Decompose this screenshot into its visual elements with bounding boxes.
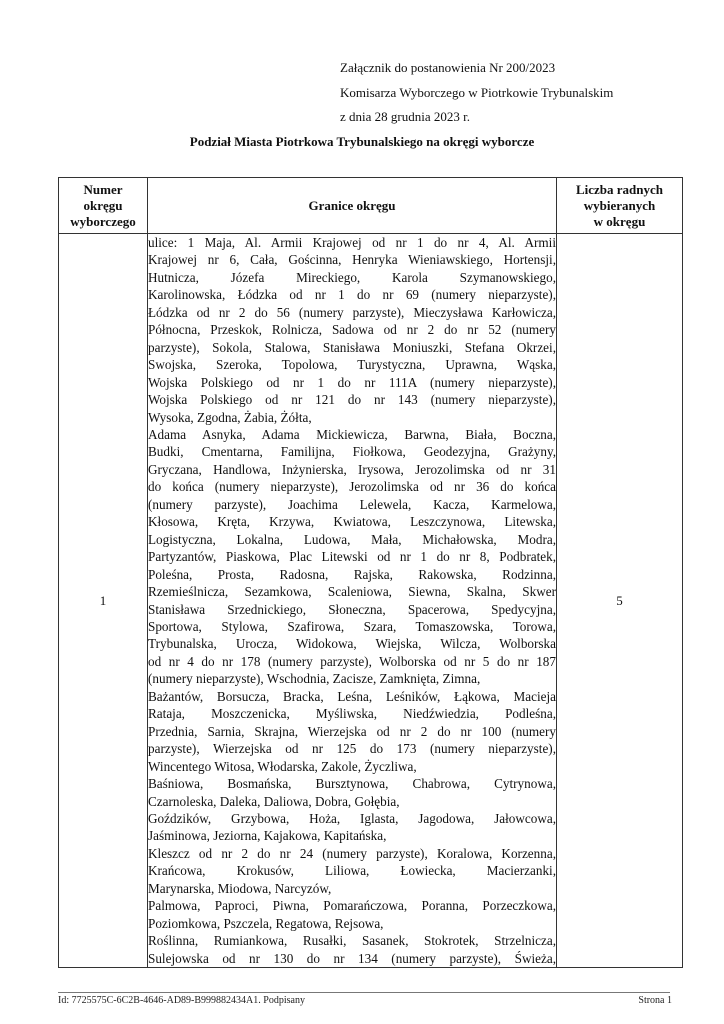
boundary-line: Północna, Przeskok, Rolnicza, Sadowa od nr 2 do nr 52 (numery (148, 322, 556, 338)
boundary-line: parzyste), Wierzejska od nr 125 do 173 (numery nieparzyste), (148, 741, 556, 757)
boundary-line: Trybunalska, Urocza, Widokowa, Wiejska, Wilcza, Wolborska (148, 636, 556, 652)
boundary-line: Wojska Polskiego od nr 121 do nr 143 (numery nieparzyste), (148, 392, 556, 408)
boundary-line: Roślinna, Rumiankowa, Rusałki, Sasanek, Stokrotek, Strzelnicza, (148, 933, 556, 949)
boundary-line: Krańcowa, Krokusów, Liliowa, Łowiecka, Macierzanki, (148, 863, 556, 879)
boundary-line: Rataja, Moszczenicka, Myśliwska, Niedźwiedzia, Podleśna, (148, 706, 556, 722)
boundary-line: (numery parzyste), Joachima Lelewela, Kacza, Karmelowa, (148, 496, 556, 512)
boundary-line: Łódzka od nr 2 do 56 (numery parzyste), Mieczysława Karłowicza, (148, 304, 556, 320)
districts-table (58, 177, 683, 968)
column-header-seats (557, 178, 683, 234)
boundary-line: Logistyczna, Lokalna, Ludowa, Mała, Michałowska, Modra, (148, 531, 556, 547)
boundary-line: Poziomkowa, Pszczela, Regatowa, Rejsowa, (148, 915, 384, 931)
header-text: okręgu (83, 197, 123, 213)
boundary-line: od nr 4 do nr 178 (numery parzyste), Wolborska od nr 5 do nr 187 (148, 653, 556, 669)
header-text: wybieranych (583, 197, 656, 213)
boundary-line: Swojska, Szeroka, Topolowa, Turystyczna, Uprawna, Wąska, (148, 357, 556, 373)
boundary-line: Krajowej nr 6, Cała, Gościnna, Henryka Wieniawskiego, Hortensji, (148, 252, 556, 268)
footer-document-id: Id: 7725575C-6C2B-4646-AD89-B999882434A1. Podpisany (58, 995, 305, 1006)
boundary-line: Partyzantów, Piaskowa, Plac Litewski od nr 1 do nr 8, Podbratek, (148, 549, 556, 565)
boundary-line: Budki, Cmentarna, Familijna, Fiołkowa, Geodezyjna, Grażyny, (148, 444, 556, 460)
district-boundaries (148, 234, 557, 968)
boundary-line: Hutnicza, Józefa Mireckiego, Karola Szymanowskiego, (148, 269, 556, 285)
boundary-line: Stanisława Srzednickiego, Słoneczna, Spacerowa, Spedycyjna, (148, 601, 556, 617)
boundary-line: Wysoka, Zgodna, Żabia, Żółta, (148, 409, 312, 425)
table-row (59, 234, 683, 968)
header-line-date: z dnia 28 grudnia 2023 r. (340, 109, 470, 124)
footer-page-number: Strona 1 (638, 995, 672, 1006)
table-header-row (59, 178, 683, 234)
header-text: Numer (83, 181, 123, 197)
document-title: Podział Miasta Piotrkowa Trybunalskiego na okręgi wyborcze (189, 134, 535, 149)
seat-count: 5 (557, 234, 683, 968)
header-text: Liczba radnych (575, 181, 664, 197)
header-line-commissioner: Komisarza Wyborczego w Piotrkowie Trybunalskim (340, 84, 614, 100)
boundary-line: Poleśna, Prosta, Radosna, Rajska, Rakowska, Rodzinna, (148, 566, 556, 582)
boundary-line: Wojska Polskiego od nr 1 do nr 111A (numery nieparzyste), (148, 374, 556, 390)
boundary-line: Przednia, Sarnia, Skrajna, Wierzejska od nr 2 do nr 100 (numery (148, 723, 556, 739)
boundary-line: Palmowa, Paproci, Piwna, Pomarańczowa, Poranna, Porzeczkowa, (148, 898, 556, 914)
district-number: 1 (59, 234, 148, 968)
boundary-line: Baśniowa, Bosmańska, Bursztynowa, Chabrowa, Cytrynowa, (148, 776, 556, 792)
boundary-line: parzyste), Sokola, Stalowa, Stanisława Moniuszki, Stefana Okrzei, (148, 339, 556, 355)
boundary-line: ulice: 1 Maja, Al. Armii Krajowej od nr 1 do nr 4, Al. Armii (148, 235, 556, 250)
boundary-line: (numery nieparzyste), Wschodnia, Zacisze, Zamknięta, Zimna, (148, 671, 481, 687)
boundary-line: Adama Asnyka, Adama Mickiewicza, Barwna, Biała, Boczna, (148, 426, 556, 442)
boundary-line: Wincentego Witosa, Włodarska, Zakole, Życzliwa, (148, 758, 417, 774)
boundary-line: Marynarska, Miodowa, Narcyzów, (148, 880, 332, 896)
boundary-line: Sportowa, Stylowa, Szafirowa, Szara, Tomaszowska, Torowa, (148, 618, 556, 634)
header-text: w okręgu (593, 213, 646, 229)
boundary-line: Kleszcz od nr 2 do nr 24 (numery parzyste), Koralowa, Korzenna, (148, 845, 556, 861)
column-header-district-number (59, 178, 148, 234)
boundary-line: Kłosowa, Kręta, Krzywa, Kwiatowa, Leszczynowa, Litewska, (148, 514, 556, 530)
column-header-boundaries (148, 178, 557, 234)
boundary-line: Czarnoleska, Daleka, Daliowa, Dobra, Gołębia, (148, 793, 400, 809)
boundary-line: Bażantów, Borsucza, Bracka, Leśna, Leśników, Łąkowa, Macieja (148, 688, 556, 704)
boundary-line: Karolinowska, Łódzka od nr 1 do nr 69 (numery nieparzyste), (148, 287, 556, 303)
footer-divider (58, 992, 670, 993)
header-text: wyborczego (70, 213, 136, 229)
boundary-line: Jaśminowa, Jeziorna, Kajakowa, Kapitańska, (148, 828, 387, 844)
header-text: Granice okręgu (308, 197, 396, 213)
boundary-line: Sulejowska od nr 130 do nr 134 (numery parzyste), Świeża, (148, 950, 556, 966)
boundary-line: Goździków, Grzybowa, Hoża, Iglasta, Jagodowa, Jałowcowa, (148, 810, 556, 826)
boundary-line: Rzemieślnicza, Sezamkowa, Scaleniowa, Siewna, Skalna, Skwer (148, 584, 556, 600)
boundary-line: do końca (numery nieparzyste), Jerozolimska od nr 36 do końca (148, 479, 556, 495)
boundary-line: Gryczana, Handlowa, Inżynierska, Irysowa, Jerozolimska od nr 31 (148, 461, 556, 477)
attachment-header (340, 56, 613, 130)
header-line-resolution: Załącznik do postanowienia Nr 200/2023 (340, 60, 556, 75)
